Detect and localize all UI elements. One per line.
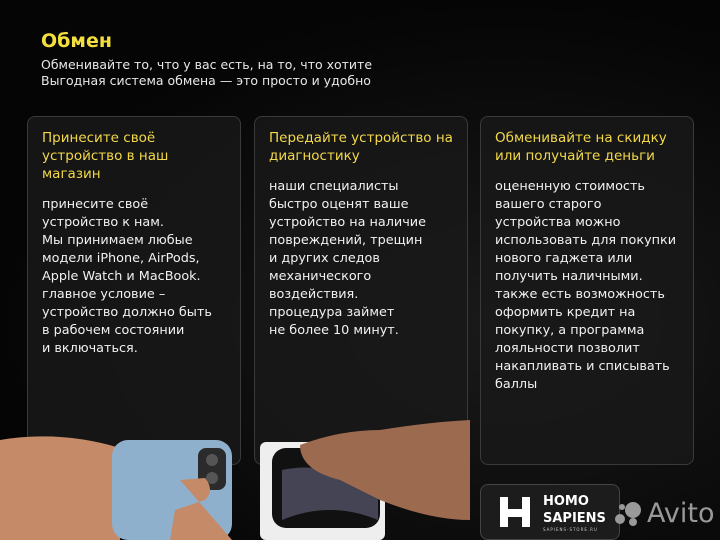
subtitle-line: Выгодная система обмена — это просто и удобно bbox=[41, 73, 371, 88]
subtitle-line: Обменивайте то, что у вас есть, на то, что хотите bbox=[41, 57, 373, 72]
logo-line1: HOMO bbox=[543, 493, 589, 509]
card-title: Обменивайте на скидку или получайте деньги bbox=[495, 130, 667, 164]
homo-sapiens-logo bbox=[480, 484, 620, 540]
logo-line2: SAPIENS bbox=[543, 510, 606, 526]
avito-dots-icon bbox=[614, 501, 642, 527]
step-card-exchange bbox=[480, 116, 694, 465]
logo-url: SAPIENS-STORE.RU bbox=[543, 526, 598, 532]
logo-figure-icon bbox=[497, 494, 533, 530]
page-title: Обмен bbox=[41, 30, 112, 52]
avito-logo bbox=[614, 498, 714, 529]
card-title: Принесите своё устройство в наш магазин bbox=[42, 130, 169, 182]
card-body: наши специалисты быстро оценят ваше устройство на наличие повреждений, трещин и других следов механического воздействия. процедура займет не более 10 минут. bbox=[269, 179, 426, 338]
card-title: Передайте устройство на диагностику bbox=[269, 130, 453, 164]
step-card-bring bbox=[27, 116, 241, 465]
step-card-diagnostics bbox=[254, 116, 468, 465]
avito-wordmark: Avito bbox=[647, 498, 715, 529]
card-body: принесите своё устройство к нам. Мы принимаем любые модели iPhone, AirPods, Apple Watch и MacBook. главное условие – устройство должно быть в рабочем состоянии и включаться. bbox=[42, 197, 212, 356]
hands-phone-image bbox=[0, 420, 470, 540]
card-body: оцененную стоимость вашего старого устройства можно использовать для покупки нового гаджета или получить наличными. также есть возможность оформить кредит на покупку, а программа лояльности позволит накапливать и списывать баллы bbox=[495, 179, 677, 392]
subtitle bbox=[41, 57, 372, 89]
